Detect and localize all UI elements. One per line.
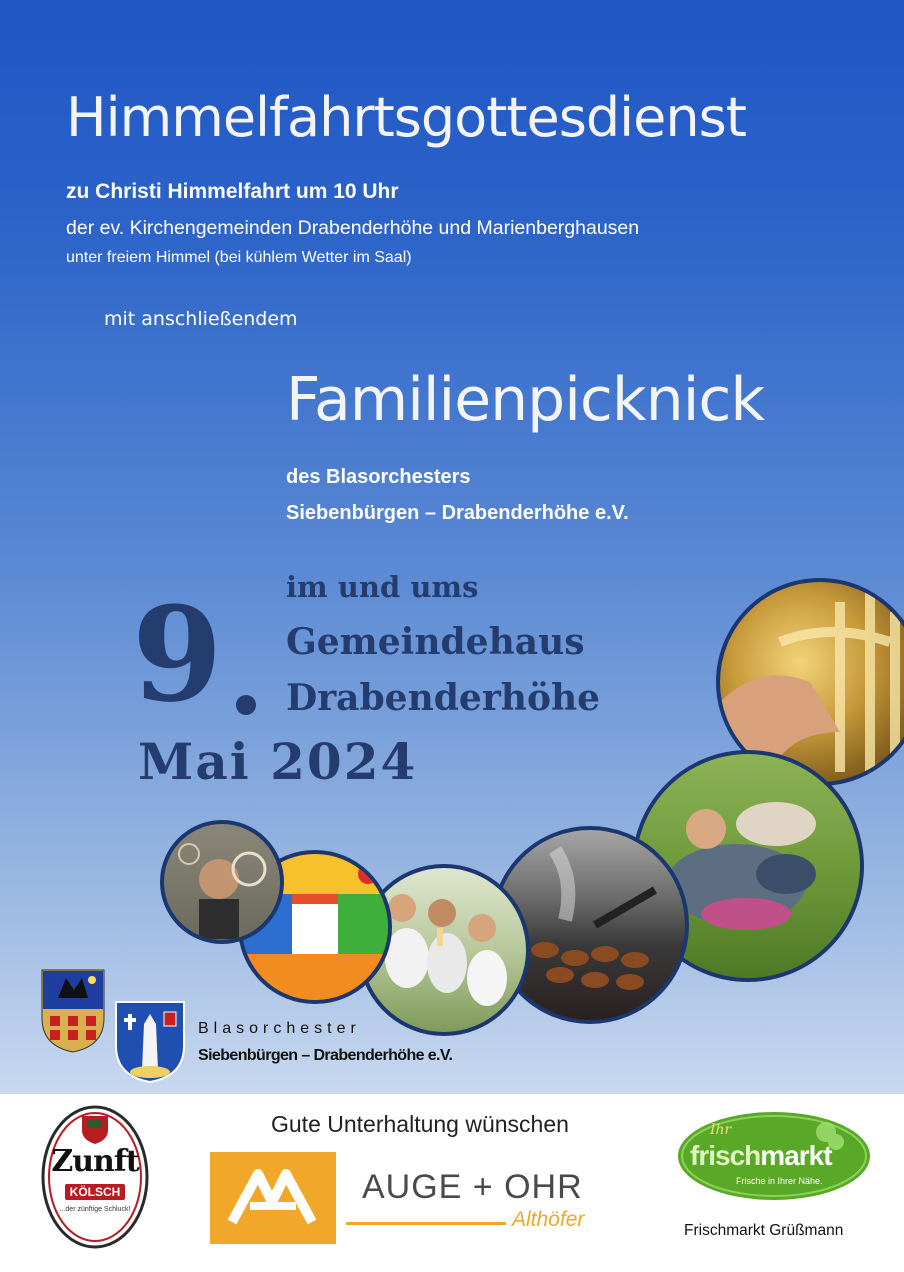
zunft-brand: Zunft bbox=[51, 1144, 139, 1179]
orchestra-name-line2: Siebenbürgen – Drabenderhöhe e.V. bbox=[198, 1047, 453, 1064]
frischmarkt-brand-part1: frisch bbox=[690, 1140, 761, 1171]
frischmarkt-brand-part2: markt bbox=[760, 1140, 832, 1171]
frischmarkt-brand bbox=[690, 1140, 832, 1172]
auge-ohr-name: AUGE + OHR bbox=[362, 1168, 583, 1206]
auge-ohr-underline bbox=[346, 1222, 506, 1225]
picnic-organizer-line1: des Blasorchesters bbox=[286, 466, 471, 488]
bubbles-photo bbox=[160, 820, 284, 944]
picnic-organizer-line2: Siebenbürgen – Drabenderhöhe e.V. bbox=[286, 502, 629, 524]
location-line2: Drabenderhöhe bbox=[286, 677, 601, 719]
date-dot bbox=[236, 695, 256, 715]
event-title: Himmelfahrtsgottesdienst bbox=[66, 86, 746, 149]
coat-of-arms-transylvania-icon bbox=[40, 968, 106, 1054]
sponsor-greeting: Gute Unterhaltung wünschen bbox=[271, 1111, 569, 1137]
zunft-sub: KÖLSCH bbox=[65, 1184, 125, 1200]
frischmarkt-logo bbox=[676, 1110, 872, 1202]
frischmarkt-prefix: Ihr bbox=[710, 1122, 732, 1138]
zunft-koelsch-logo bbox=[40, 1104, 150, 1250]
coat-of-arms-drabenderhoehe-icon bbox=[114, 1000, 186, 1084]
location-prefix: im und ums bbox=[286, 570, 479, 604]
frischmarkt-tagline: Frische in Ihrer Nähe. bbox=[736, 1176, 823, 1186]
auge-ohr-logo-icon bbox=[210, 1152, 336, 1244]
event-weather-note: unter freiem Himmel (bei kühlem Wetter im Saal) bbox=[66, 249, 412, 266]
connector-text: mit anschließendem bbox=[104, 308, 298, 330]
event-hosts: der ev. Kirchengemeinden Drabenderhöhe und Marienberghausen bbox=[66, 217, 640, 239]
event-time: zu Christi Himmelfahrt um 10 Uhr bbox=[66, 180, 399, 203]
date-day: 9 bbox=[132, 578, 223, 731]
location-line1: Gemeindehaus bbox=[286, 621, 585, 663]
picnic-title: Familienpicknick bbox=[286, 365, 765, 435]
frischmarkt-caption: Frischmarkt Grüßmann bbox=[684, 1222, 844, 1239]
date-month-year: Mai 2024 bbox=[138, 732, 418, 791]
orchestra-name-line1: Blasorchester bbox=[198, 1020, 361, 1037]
auge-ohr-sub: Althöfer bbox=[512, 1208, 585, 1231]
zunft-tagline: ...der zünftige Schluck! bbox=[59, 1206, 131, 1213]
